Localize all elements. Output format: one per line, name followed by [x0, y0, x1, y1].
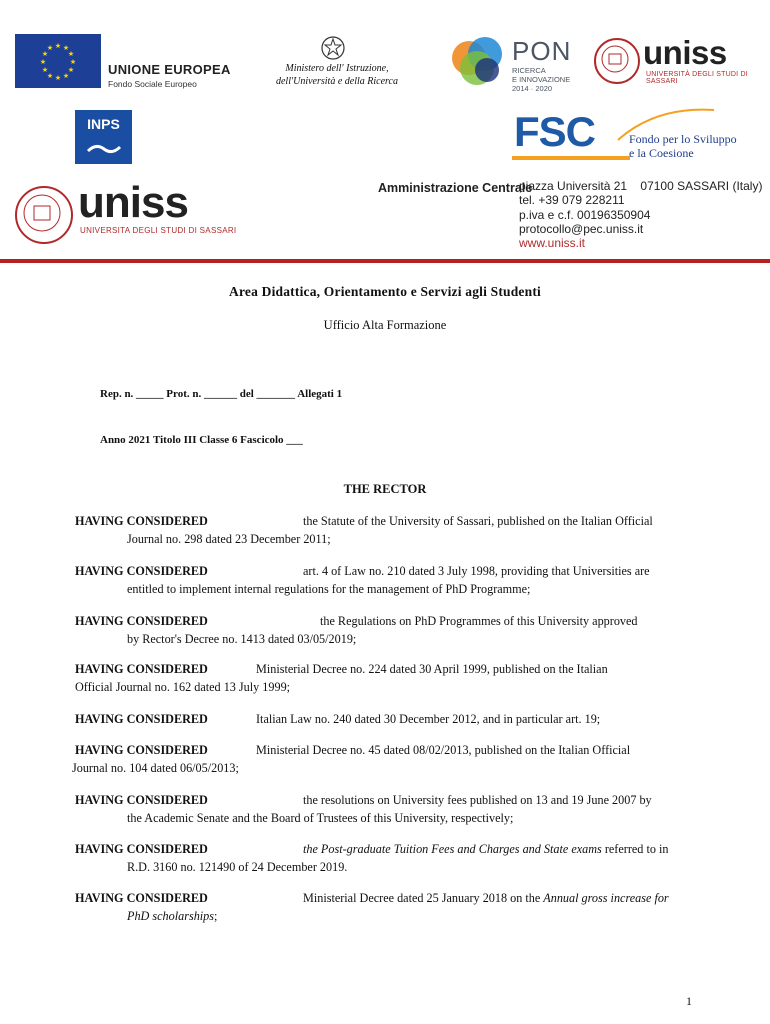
- recital-3: [75, 612, 698, 648]
- website-link[interactable]: www.uniss.it: [519, 236, 586, 251]
- pec-email[interactable]: protocollo@pec.uniss.it: [519, 221, 644, 236]
- area-heading: Area Didattica, Orientamento e Servizi agli Studenti: [229, 284, 541, 299]
- svg-text:★: ★: [41, 66, 49, 74]
- svg-text:★: ★: [67, 50, 75, 58]
- recital-text-italic-b: PhD scholarships: [127, 909, 215, 923]
- office-heading: Ufficio Alta Formazione: [323, 318, 447, 332]
- recital-text-b: the Academic Senate and the Board of Trustees of this University, respectively;: [127, 811, 514, 825]
- telephone: tel. +39 079 228211: [519, 193, 625, 208]
- recital-label: HAVING CONSIDERED: [75, 662, 208, 676]
- recital-label: HAVING CONSIDERED: [75, 564, 208, 578]
- fsc-caption: [629, 132, 737, 160]
- recital-text-a: Ministerial Decree no. 45 dated 08/02/2013, published on the Italian Official: [256, 743, 631, 757]
- eu-subtitle: Fondo Sociale Europeo: [108, 79, 197, 89]
- recital-text-b: Journal no. 104 dated 06/05/2013;: [72, 761, 239, 775]
- recital-text-plain: Ministerial Decree dated 25 January 2018 on the: [303, 891, 544, 905]
- pon-sub3: 2014 · 2020: [512, 84, 553, 93]
- uniss-top-subtitle: UNIVERSITÀ DEGLI STUDI DI SASSARI: [646, 71, 748, 85]
- svg-text:★: ★: [62, 44, 70, 52]
- recital-text-a: Ministerial Decree no. 224 dated 30 April 1999, published on the Italian: [256, 662, 608, 676]
- recital-text-a: the resolutions on University fees published on 13 and 19 June 2007 by: [303, 793, 652, 807]
- svg-text:★: ★: [69, 58, 77, 66]
- recital-text-b: [75, 907, 698, 925]
- recital-label: HAVING CONSIDERED: [75, 793, 208, 807]
- recital-7: [75, 791, 698, 827]
- page-number: 1: [686, 994, 692, 1008]
- uniss-seal-icon: [594, 38, 640, 84]
- recital-text-a: art. 4 of Law no. 210 dated 3 July 1998, providing that Universities are: [303, 564, 650, 578]
- recital-text-b: R.D. 3160 no. 121490 of 24 December 2019.: [127, 860, 348, 874]
- vat-number: p.iva e c.f. 00196350904: [519, 207, 651, 222]
- recital-text-a: Italian Law no. 240 dated 30 December 2012, and in particular art. 19;: [256, 712, 601, 726]
- recital-text-italic: Annual gross increase for: [543, 891, 669, 905]
- svg-text:★: ★: [39, 58, 47, 66]
- recital-text-b: Journal no. 298 dated 23 December 2011;: [127, 532, 331, 546]
- recital-1: [75, 512, 698, 548]
- fsc-underline: [512, 156, 630, 160]
- pon-title: PON: [512, 36, 572, 66]
- pon-circles-logo: [447, 32, 509, 90]
- recital-label: HAVING CONSIDERED: [75, 891, 208, 905]
- recital-9: [75, 889, 698, 925]
- recital-label: HAVING CONSIDERED: [75, 614, 208, 628]
- svg-text:★: ★: [54, 74, 62, 82]
- svg-text:★: ★: [46, 72, 54, 80]
- amministrazione-label: Amministrazione Centrale: [378, 181, 533, 195]
- recital-text-b: Official Journal no. 162 dated 13 July 1999;: [75, 680, 291, 694]
- ministero-line1: Ministero dell' Istruzione,: [285, 63, 389, 74]
- uniss-top-logo: uniss: [643, 34, 727, 71]
- recital-2: [75, 562, 698, 598]
- pon-sub2: E INNOVAZIONE: [512, 75, 571, 84]
- svg-text:★: ★: [62, 72, 70, 80]
- ministero-logo: [272, 62, 402, 88]
- filing-line: Anno 2021 Titolo III Classe 6 Fascicolo ___: [100, 434, 303, 446]
- uniss-main-subtitle: UNIVERSITA DEGLI STUDI DI SASSARI: [80, 226, 237, 235]
- header-divider: [0, 259, 770, 263]
- fsc-caption-2: e la Coesione: [629, 146, 694, 160]
- pon-sub1: RICERCA: [512, 66, 546, 75]
- svg-text:★: ★: [46, 44, 54, 52]
- italian-emblem-icon: [320, 34, 346, 62]
- fsc-caption-1: Fondo per lo Sviluppo: [629, 132, 737, 146]
- rector-heading: THE RECTOR: [343, 482, 427, 496]
- eu-title: UNIONE EUROPEA: [108, 62, 231, 77]
- address: piazza Università 21 07100 SASSARI (Italy): [519, 179, 763, 193]
- recital-text-b: entitled to implement internal regulations for the management of PhD Programme;: [127, 582, 531, 596]
- recital-text-italic: the Post-graduate Tuition Fees and Charges and State exams: [303, 842, 602, 856]
- recital-8: [75, 840, 698, 876]
- inps-logo: [75, 110, 132, 164]
- svg-text:★: ★: [54, 42, 62, 50]
- recital-label: HAVING CONSIDERED: [75, 712, 208, 726]
- protocol-line: Rep. n. _____ Prot. n. ______ del _______ Allegati 1: [100, 388, 343, 400]
- recital-label: HAVING CONSIDERED: [75, 743, 208, 757]
- svg-text:★: ★: [41, 50, 49, 58]
- uniss-main-seal-icon: [15, 186, 73, 244]
- recital-text-rest: referred to in: [601, 842, 669, 856]
- contact-block: [519, 179, 762, 250]
- eu-flag-logo: [15, 34, 101, 88]
- svg-text:★: ★: [67, 66, 75, 74]
- recital-4: [75, 660, 698, 696]
- ministero-line2: dell'Università e della Ricerca: [275, 76, 398, 87]
- recital-label: HAVING CONSIDERED: [75, 842, 208, 856]
- pon-subtitle: [512, 66, 570, 93]
- fsc-logo: FSC: [514, 108, 595, 155]
- inps-label: INPS: [87, 116, 120, 132]
- recital-text-b: by Rector's Decree no. 1413 dated 03/05/2019;: [127, 632, 357, 646]
- uniss-main-logo: uniss: [78, 178, 188, 227]
- recital-label: HAVING CONSIDERED: [75, 514, 208, 528]
- eu-label: [108, 62, 231, 89]
- recital-text-end: ;: [214, 909, 218, 923]
- recital-text-a: the Regulations on PhD Programmes of this University approved: [320, 614, 638, 628]
- recital-5: [75, 710, 698, 728]
- recital-text-a: the Statute of the University of Sassari, published on the Italian Official: [303, 514, 653, 528]
- recital-6: [72, 741, 698, 777]
